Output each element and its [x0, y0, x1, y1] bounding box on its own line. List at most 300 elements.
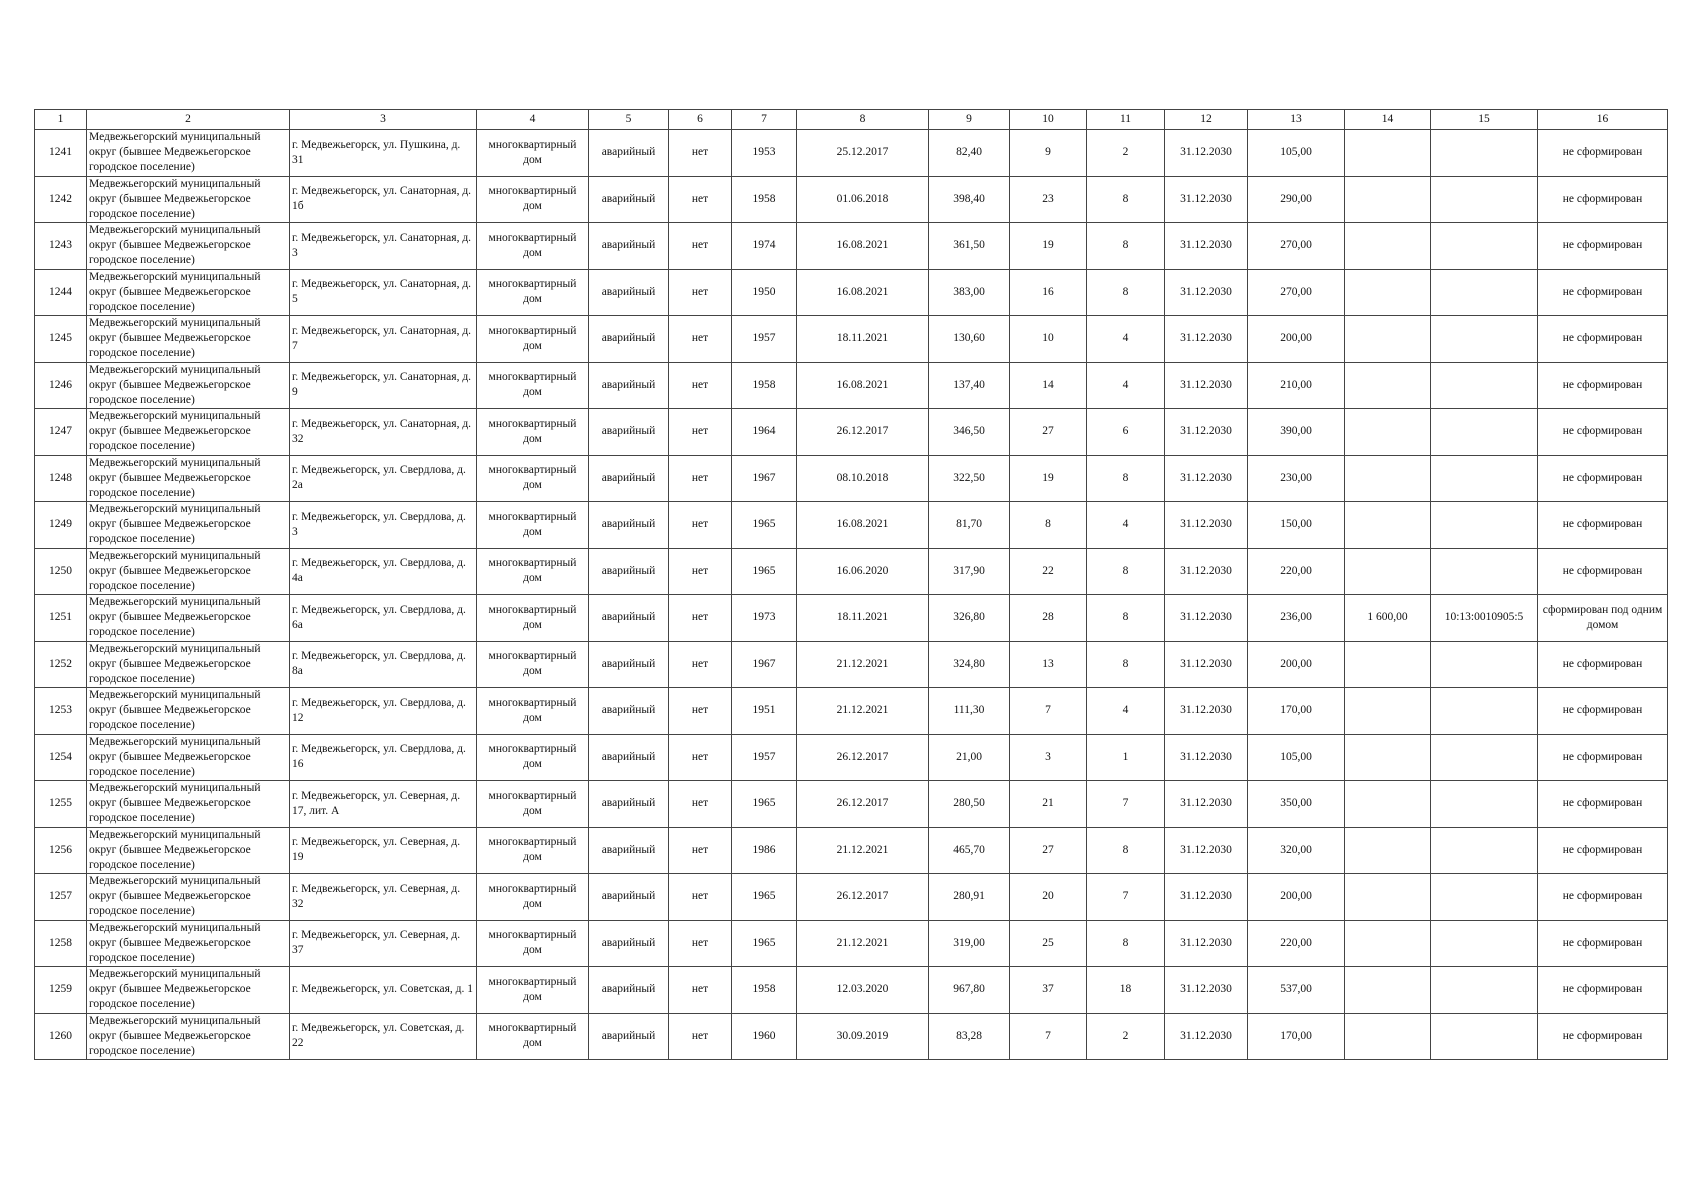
residents-cell: 25 — [1010, 920, 1087, 967]
land-status-cell: не сформирован — [1538, 688, 1668, 735]
address-cell: г. Медвежьегорск, ул. Северная, д. 17, лит. А — [290, 781, 477, 828]
condition-cell: аварийный — [589, 827, 669, 874]
apartments-cell: 8 — [1087, 176, 1165, 223]
municipality-cell: Медвежьегорский муниципальный округ (бывшее Медвежьегорское городское поселение) — [87, 316, 290, 363]
land-status-cell: не сформирован — [1538, 130, 1668, 177]
flag-cell: нет — [669, 362, 732, 409]
building-type-cell: многоквартирный дом — [477, 130, 589, 177]
deadline-cell: 31.12.2030 — [1165, 641, 1248, 688]
residents-cell: 9 — [1010, 130, 1087, 177]
decision-date-cell: 16.08.2021 — [797, 269, 929, 316]
area-cell: 324,80 — [929, 641, 1010, 688]
deadline-cell: 31.12.2030 — [1165, 781, 1248, 828]
land-area-cell — [1345, 409, 1431, 456]
condition-cell: аварийный — [589, 967, 669, 1014]
row-number-cell: 1244 — [35, 269, 87, 316]
apartments-cell: 8 — [1087, 595, 1165, 642]
flag-cell: нет — [669, 781, 732, 828]
building-type-cell: многоквартирный дом — [477, 223, 589, 270]
column-header-16: 16 — [1538, 110, 1668, 130]
apartments-cell: 8 — [1087, 641, 1165, 688]
cadastral-number-cell — [1431, 874, 1538, 921]
deadline-cell: 31.12.2030 — [1165, 827, 1248, 874]
table-row — [35, 130, 1668, 177]
value-13-cell: 200,00 — [1248, 316, 1345, 363]
flag-cell: нет — [669, 827, 732, 874]
cadastral-number-cell — [1431, 130, 1538, 177]
building-type-cell: многоквартирный дом — [477, 874, 589, 921]
municipality-cell: Медвежьегорский муниципальный округ (бывшее Медвежьегорское городское поселение) — [87, 967, 290, 1014]
cadastral-number-cell — [1431, 827, 1538, 874]
table-row — [35, 316, 1668, 363]
value-13-cell: 270,00 — [1248, 223, 1345, 270]
table-row — [35, 827, 1668, 874]
build-year-cell: 1950 — [732, 269, 797, 316]
land-status-cell: не сформирован — [1538, 223, 1668, 270]
address-cell: г. Медвежьегорск, ул. Санаторная, д. 32 — [290, 409, 477, 456]
area-cell: 21,00 — [929, 734, 1010, 781]
address-cell: г. Медвежьегорск, ул. Свердлова, д. 3 — [290, 502, 477, 549]
deadline-cell: 31.12.2030 — [1165, 920, 1248, 967]
decision-date-cell: 18.11.2021 — [797, 595, 929, 642]
decision-date-cell: 16.08.2021 — [797, 223, 929, 270]
decision-date-cell: 30.09.2019 — [797, 1013, 929, 1060]
land-status-cell: не сформирован — [1538, 502, 1668, 549]
flag-cell: нет — [669, 734, 732, 781]
deadline-cell: 31.12.2030 — [1165, 874, 1248, 921]
flag-cell: нет — [669, 548, 732, 595]
deadline-cell: 31.12.2030 — [1165, 688, 1248, 735]
residents-cell: 28 — [1010, 595, 1087, 642]
residents-cell: 20 — [1010, 874, 1087, 921]
municipality-cell: Медвежьегорский муниципальный округ (бывшее Медвежьегорское городское поселение) — [87, 827, 290, 874]
flag-cell: нет — [669, 176, 732, 223]
apartments-cell: 18 — [1087, 967, 1165, 1014]
residents-cell: 7 — [1010, 1013, 1087, 1060]
flag-cell: нет — [669, 409, 732, 456]
build-year-cell: 1965 — [732, 874, 797, 921]
build-year-cell: 1965 — [732, 548, 797, 595]
residents-cell: 37 — [1010, 967, 1087, 1014]
condition-cell: аварийный — [589, 874, 669, 921]
decision-date-cell: 16.06.2020 — [797, 548, 929, 595]
decision-date-cell: 16.08.2021 — [797, 362, 929, 409]
area-cell: 322,50 — [929, 455, 1010, 502]
building-type-cell: многоквартирный дом — [477, 269, 589, 316]
condition-cell: аварийный — [589, 176, 669, 223]
municipality-cell: Медвежьегорский муниципальный округ (бывшее Медвежьегорское городское поселение) — [87, 502, 290, 549]
decision-date-cell: 25.12.2017 — [797, 130, 929, 177]
value-13-cell: 390,00 — [1248, 409, 1345, 456]
land-area-cell — [1345, 502, 1431, 549]
decision-date-cell: 01.06.2018 — [797, 176, 929, 223]
flag-cell: нет — [669, 269, 732, 316]
table-row — [35, 874, 1668, 921]
land-status-cell: не сформирован — [1538, 455, 1668, 502]
row-number-cell: 1256 — [35, 827, 87, 874]
deadline-cell: 31.12.2030 — [1165, 967, 1248, 1014]
address-cell: г. Медвежьегорск, ул. Северная, д. 32 — [290, 874, 477, 921]
residents-cell: 21 — [1010, 781, 1087, 828]
column-header-15: 15 — [1431, 110, 1538, 130]
decision-date-cell: 26.12.2017 — [797, 874, 929, 921]
area-cell: 317,90 — [929, 548, 1010, 595]
address-cell: г. Медвежьегорск, ул. Санаторная, д. 3 — [290, 223, 477, 270]
area-cell: 967,80 — [929, 967, 1010, 1014]
cadastral-number-cell — [1431, 269, 1538, 316]
build-year-cell: 1960 — [732, 1013, 797, 1060]
address-cell: г. Медвежьегорск, ул. Свердлова, д. 4а — [290, 548, 477, 595]
value-13-cell: 170,00 — [1248, 1013, 1345, 1060]
value-13-cell: 236,00 — [1248, 595, 1345, 642]
value-13-cell: 537,00 — [1248, 967, 1345, 1014]
value-13-cell: 290,00 — [1248, 176, 1345, 223]
residents-cell: 19 — [1010, 223, 1087, 270]
municipality-cell: Медвежьегорский муниципальный округ (бывшее Медвежьегорское городское поселение) — [87, 130, 290, 177]
cadastral-number-cell — [1431, 734, 1538, 781]
row-number-cell: 1255 — [35, 781, 87, 828]
building-type-cell: многоквартирный дом — [477, 455, 589, 502]
address-cell: г. Медвежьегорск, ул. Санаторная, д. 7 — [290, 316, 477, 363]
row-number-cell: 1259 — [35, 967, 87, 1014]
land-status-cell: не сформирован — [1538, 734, 1668, 781]
land-status-cell: не сформирован — [1538, 176, 1668, 223]
apartments-cell: 8 — [1087, 827, 1165, 874]
area-cell: 280,50 — [929, 781, 1010, 828]
municipality-cell: Медвежьегорский муниципальный округ (бывшее Медвежьегорское городское поселение) — [87, 223, 290, 270]
row-number-cell: 1250 — [35, 548, 87, 595]
decision-date-cell: 21.12.2021 — [797, 920, 929, 967]
building-type-cell: многоквартирный дом — [477, 641, 589, 688]
decision-date-cell: 26.12.2017 — [797, 409, 929, 456]
address-cell: г. Медвежьегорск, ул. Свердлова, д. 2а — [290, 455, 477, 502]
column-header-6: 6 — [669, 110, 732, 130]
value-13-cell: 210,00 — [1248, 362, 1345, 409]
build-year-cell: 1965 — [732, 502, 797, 549]
condition-cell: аварийный — [589, 502, 669, 549]
row-number-cell: 1249 — [35, 502, 87, 549]
condition-cell: аварийный — [589, 223, 669, 270]
row-number-cell: 1254 — [35, 734, 87, 781]
land-status-cell: не сформирован — [1538, 641, 1668, 688]
value-13-cell: 350,00 — [1248, 781, 1345, 828]
land-area-cell: 1 600,00 — [1345, 595, 1431, 642]
residents-cell: 7 — [1010, 688, 1087, 735]
decision-date-cell: 12.03.2020 — [797, 967, 929, 1014]
area-cell: 465,70 — [929, 827, 1010, 874]
land-area-cell — [1345, 316, 1431, 363]
flag-cell: нет — [669, 688, 732, 735]
address-cell: г. Медвежьегорск, ул. Северная, д. 19 — [290, 827, 477, 874]
residents-cell: 27 — [1010, 409, 1087, 456]
column-header-1: 1 — [35, 110, 87, 130]
deadline-cell: 31.12.2030 — [1165, 595, 1248, 642]
flag-cell: нет — [669, 130, 732, 177]
land-status-cell: не сформирован — [1538, 269, 1668, 316]
flag-cell: нет — [669, 502, 732, 549]
land-area-cell — [1345, 362, 1431, 409]
column-header-3: 3 — [290, 110, 477, 130]
value-13-cell: 200,00 — [1248, 641, 1345, 688]
residents-cell: 13 — [1010, 641, 1087, 688]
condition-cell: аварийный — [589, 595, 669, 642]
build-year-cell: 1965 — [732, 920, 797, 967]
deadline-cell: 31.12.2030 — [1165, 502, 1248, 549]
cadastral-number-cell — [1431, 316, 1538, 363]
build-year-cell: 1953 — [732, 130, 797, 177]
cadastral-number-cell — [1431, 967, 1538, 1014]
land-status-cell: не сформирован — [1538, 362, 1668, 409]
condition-cell: аварийный — [589, 641, 669, 688]
flag-cell: нет — [669, 223, 732, 270]
area-cell: 83,28 — [929, 1013, 1010, 1060]
row-number-cell: 1243 — [35, 223, 87, 270]
table-row — [35, 223, 1668, 270]
flag-cell: нет — [669, 874, 732, 921]
apartments-cell: 4 — [1087, 688, 1165, 735]
land-status-cell: не сформирован — [1538, 874, 1668, 921]
land-area-cell — [1345, 967, 1431, 1014]
cadastral-number-cell — [1431, 548, 1538, 595]
condition-cell: аварийный — [589, 130, 669, 177]
decision-date-cell: 18.11.2021 — [797, 316, 929, 363]
row-number-cell: 1253 — [35, 688, 87, 735]
building-type-cell: многоквартирный дом — [477, 176, 589, 223]
table-row — [35, 548, 1668, 595]
build-year-cell: 1973 — [732, 595, 797, 642]
residents-cell: 10 — [1010, 316, 1087, 363]
area-cell: 326,80 — [929, 595, 1010, 642]
cadastral-number-cell — [1431, 176, 1538, 223]
housing-registry-table — [34, 109, 1668, 1060]
cadastral-number-cell: 10:13:0010905:5 — [1431, 595, 1538, 642]
table-row — [35, 781, 1668, 828]
municipality-cell: Медвежьегорский муниципальный округ (бывшее Медвежьегорское городское поселение) — [87, 1013, 290, 1060]
deadline-cell: 31.12.2030 — [1165, 455, 1248, 502]
row-number-cell: 1257 — [35, 874, 87, 921]
value-13-cell: 220,00 — [1248, 548, 1345, 595]
building-type-cell: многоквартирный дом — [477, 362, 589, 409]
area-cell: 82,40 — [929, 130, 1010, 177]
cadastral-number-cell — [1431, 502, 1538, 549]
flag-cell: нет — [669, 967, 732, 1014]
cadastral-number-cell — [1431, 409, 1538, 456]
value-13-cell: 270,00 — [1248, 269, 1345, 316]
land-area-cell — [1345, 130, 1431, 177]
flag-cell: нет — [669, 920, 732, 967]
building-type-cell: многоквартирный дом — [477, 827, 589, 874]
area-cell: 398,40 — [929, 176, 1010, 223]
area-cell: 346,50 — [929, 409, 1010, 456]
land-area-cell — [1345, 920, 1431, 967]
build-year-cell: 1974 — [732, 223, 797, 270]
building-type-cell: многоквартирный дом — [477, 967, 589, 1014]
municipality-cell: Медвежьегорский муниципальный округ (бывшее Медвежьегорское городское поселение) — [87, 548, 290, 595]
address-cell: г. Медвежьегорск, ул. Свердлова, д. 8а — [290, 641, 477, 688]
condition-cell: аварийный — [589, 316, 669, 363]
build-year-cell: 1967 — [732, 641, 797, 688]
value-13-cell: 170,00 — [1248, 688, 1345, 735]
condition-cell: аварийный — [589, 781, 669, 828]
build-year-cell: 1967 — [732, 455, 797, 502]
row-number-cell: 1252 — [35, 641, 87, 688]
address-cell: г. Медвежьегорск, ул. Свердлова, д. 6а — [290, 595, 477, 642]
condition-cell: аварийный — [589, 455, 669, 502]
deadline-cell: 31.12.2030 — [1165, 316, 1248, 363]
table-row — [35, 269, 1668, 316]
column-header-8: 8 — [797, 110, 929, 130]
deadline-cell: 31.12.2030 — [1165, 1013, 1248, 1060]
municipality-cell: Медвежьегорский муниципальный округ (бывшее Медвежьегорское городское поселение) — [87, 362, 290, 409]
condition-cell: аварийный — [589, 362, 669, 409]
deadline-cell: 31.12.2030 — [1165, 269, 1248, 316]
land-status-cell: не сформирован — [1538, 548, 1668, 595]
land-area-cell — [1345, 734, 1431, 781]
build-year-cell: 1958 — [732, 176, 797, 223]
building-type-cell: многоквартирный дом — [477, 920, 589, 967]
building-type-cell: многоквартирный дом — [477, 688, 589, 735]
land-area-cell — [1345, 827, 1431, 874]
municipality-cell: Медвежьегорский муниципальный округ (бывшее Медвежьегорское городское поселение) — [87, 269, 290, 316]
column-header-7: 7 — [732, 110, 797, 130]
build-year-cell: 1958 — [732, 362, 797, 409]
building-type-cell: многоквартирный дом — [477, 781, 589, 828]
column-header-4: 4 — [477, 110, 589, 130]
apartments-cell: 7 — [1087, 874, 1165, 921]
flag-cell: нет — [669, 595, 732, 642]
table-row — [35, 362, 1668, 409]
flag-cell: нет — [669, 316, 732, 363]
column-header-11: 11 — [1087, 110, 1165, 130]
residents-cell: 22 — [1010, 548, 1087, 595]
land-area-cell — [1345, 874, 1431, 921]
apartments-cell: 6 — [1087, 409, 1165, 456]
column-header-12: 12 — [1165, 110, 1248, 130]
build-year-cell: 1986 — [732, 827, 797, 874]
deadline-cell: 31.12.2030 — [1165, 734, 1248, 781]
table-row — [35, 641, 1668, 688]
residents-cell: 3 — [1010, 734, 1087, 781]
flag-cell: нет — [669, 1013, 732, 1060]
condition-cell: аварийный — [589, 548, 669, 595]
apartments-cell: 1 — [1087, 734, 1165, 781]
flag-cell: нет — [669, 455, 732, 502]
value-13-cell: 200,00 — [1248, 874, 1345, 921]
value-13-cell: 220,00 — [1248, 920, 1345, 967]
value-13-cell: 320,00 — [1248, 827, 1345, 874]
cadastral-number-cell — [1431, 920, 1538, 967]
apartments-cell: 8 — [1087, 455, 1165, 502]
cadastral-number-cell — [1431, 1013, 1538, 1060]
building-type-cell: многоквартирный дом — [477, 502, 589, 549]
land-area-cell — [1345, 223, 1431, 270]
row-number-cell: 1248 — [35, 455, 87, 502]
value-13-cell: 230,00 — [1248, 455, 1345, 502]
land-status-cell: сформирован под одним домом — [1538, 595, 1668, 642]
build-year-cell: 1964 — [732, 409, 797, 456]
land-area-cell — [1345, 176, 1431, 223]
municipality-cell: Медвежьегорский муниципальный округ (бывшее Медвежьегорское городское поселение) — [87, 176, 290, 223]
table-row — [35, 455, 1668, 502]
row-number-cell: 1242 — [35, 176, 87, 223]
municipality-cell: Медвежьегорский муниципальный округ (бывшее Медвежьегорское городское поселение) — [87, 595, 290, 642]
residents-cell: 8 — [1010, 502, 1087, 549]
column-header-13: 13 — [1248, 110, 1345, 130]
deadline-cell: 31.12.2030 — [1165, 409, 1248, 456]
decision-date-cell: 26.12.2017 — [797, 781, 929, 828]
residents-cell: 23 — [1010, 176, 1087, 223]
apartments-cell: 4 — [1087, 316, 1165, 363]
land-area-cell — [1345, 641, 1431, 688]
row-number-cell: 1247 — [35, 409, 87, 456]
municipality-cell: Медвежьегорский муниципальный округ (бывшее Медвежьегорское городское поселение) — [87, 688, 290, 735]
condition-cell: аварийный — [589, 409, 669, 456]
table-row — [35, 688, 1668, 735]
area-cell: 137,40 — [929, 362, 1010, 409]
decision-date-cell: 26.12.2017 — [797, 734, 929, 781]
building-type-cell: многоквартирный дом — [477, 316, 589, 363]
municipality-cell: Медвежьегорский муниципальный округ (бывшее Медвежьегорское городское поселение) — [87, 455, 290, 502]
header-row — [35, 110, 1668, 130]
condition-cell: аварийный — [589, 920, 669, 967]
cadastral-number-cell — [1431, 781, 1538, 828]
value-13-cell: 150,00 — [1248, 502, 1345, 549]
row-number-cell: 1260 — [35, 1013, 87, 1060]
land-status-cell: не сформирован — [1538, 316, 1668, 363]
column-header-2: 2 — [87, 110, 290, 130]
deadline-cell: 31.12.2030 — [1165, 176, 1248, 223]
table-row — [35, 920, 1668, 967]
build-year-cell: 1951 — [732, 688, 797, 735]
land-status-cell: не сформирован — [1538, 920, 1668, 967]
apartments-cell: 2 — [1087, 130, 1165, 177]
column-header-14: 14 — [1345, 110, 1431, 130]
land-area-cell — [1345, 781, 1431, 828]
decision-date-cell: 21.12.2021 — [797, 641, 929, 688]
land-area-cell — [1345, 455, 1431, 502]
row-number-cell: 1251 — [35, 595, 87, 642]
area-cell: 280,91 — [929, 874, 1010, 921]
value-13-cell: 105,00 — [1248, 734, 1345, 781]
land-area-cell — [1345, 269, 1431, 316]
build-year-cell: 1958 — [732, 967, 797, 1014]
deadline-cell: 31.12.2030 — [1165, 362, 1248, 409]
deadline-cell: 31.12.2030 — [1165, 223, 1248, 270]
address-cell: г. Медвежьегорск, ул. Советская, д. 22 — [290, 1013, 477, 1060]
apartments-cell: 4 — [1087, 362, 1165, 409]
area-cell: 130,60 — [929, 316, 1010, 363]
condition-cell: аварийный — [589, 1013, 669, 1060]
decision-date-cell: 21.12.2021 — [797, 827, 929, 874]
area-cell: 319,00 — [929, 920, 1010, 967]
residents-cell: 27 — [1010, 827, 1087, 874]
area-cell: 361,50 — [929, 223, 1010, 270]
apartments-cell: 7 — [1087, 781, 1165, 828]
building-type-cell: многоквартирный дом — [477, 734, 589, 781]
municipality-cell: Медвежьегорский муниципальный округ (бывшее Медвежьегорское городское поселение) — [87, 409, 290, 456]
building-type-cell: многоквартирный дом — [477, 548, 589, 595]
building-type-cell: многоквартирный дом — [477, 1013, 589, 1060]
municipality-cell: Медвежьегорский муниципальный округ (бывшее Медвежьегорское городское поселение) — [87, 781, 290, 828]
table-row — [35, 502, 1668, 549]
table-row — [35, 409, 1668, 456]
address-cell: г. Медвежьегорск, ул. Санаторная, д. 9 — [290, 362, 477, 409]
land-status-cell: не сформирован — [1538, 1013, 1668, 1060]
decision-date-cell: 21.12.2021 — [797, 688, 929, 735]
land-status-cell: не сформирован — [1538, 967, 1668, 1014]
apartments-cell: 8 — [1087, 920, 1165, 967]
municipality-cell: Медвежьегорский муниципальный округ (бывшее Медвежьегорское городское поселение) — [87, 734, 290, 781]
